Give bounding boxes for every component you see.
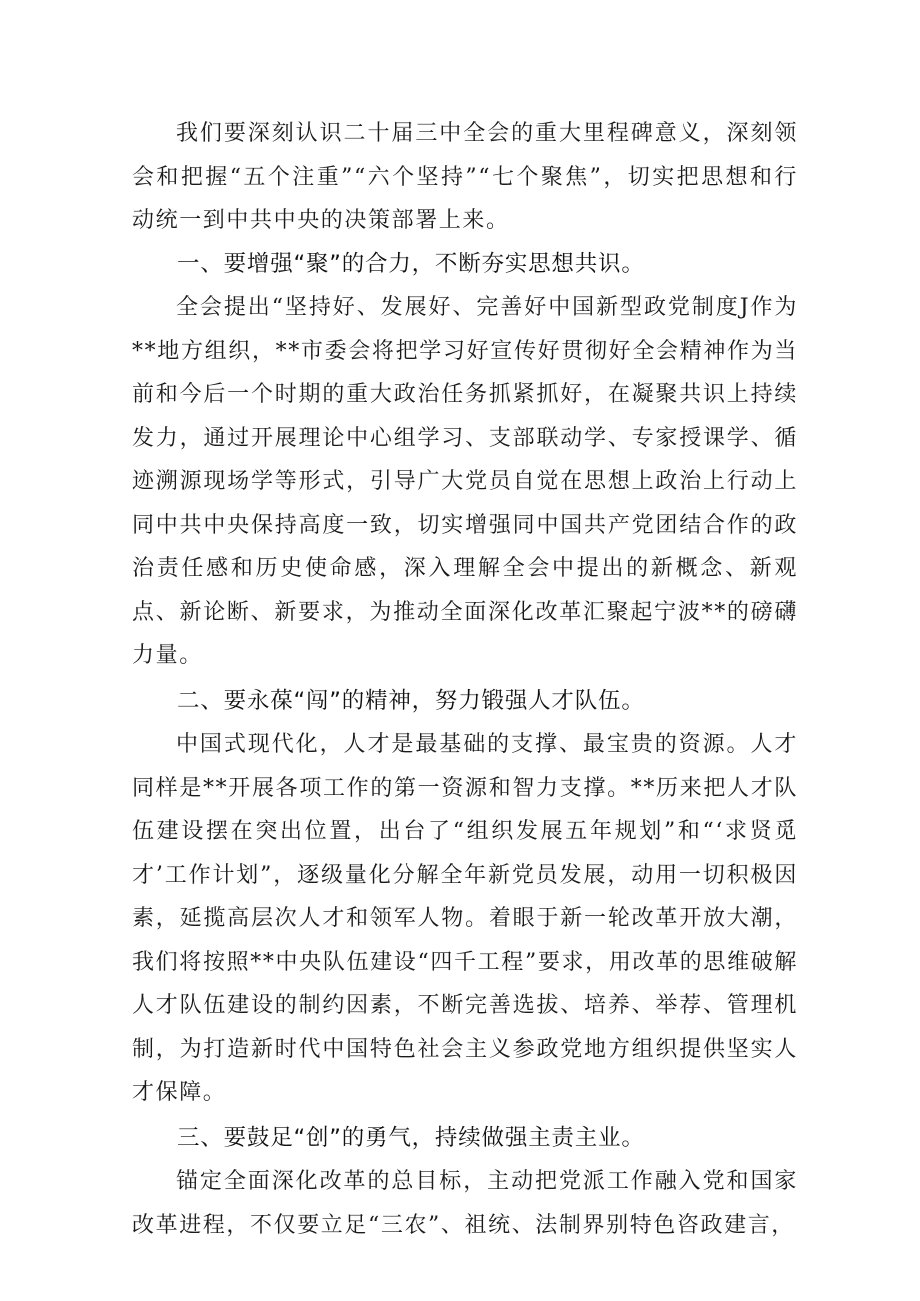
- section-2-paragraph: 中国式现代化，人才是最基础的支撑、最宝贵的资源。人才同样是**开展各项工作的第一资源和智力支撑。**历来把人才队伍建设摆在突出位置，出台了“组织发展五年规划”和“‘求贤觅才’工作计划”，逐级量化分解全年新党员发展，动用一切积极因素，延揽高层次人才和领军人物。着眼于新一轮改革开放大潮，我们将按照**中央队伍建设“四千工程”要求，用改革的思维破解人才队伍建设的制约因素，不断完善选拔、培养、举荐、管理机制，为打造新时代中国特色社会主义参政党地方组织提供坚实人才保障。: [132, 732, 798, 1105]
- document-body: [132, 112, 798, 1247]
- section-3-heading: 三、要鼓足“创”的勇气，持续做强主责主业。: [177, 1124, 645, 1151]
- section-2-heading: 二、要永葆“闯”的精神，努力锻强人才队伍。: [177, 687, 645, 714]
- section-1-paragraph: 全会提出“坚持好、发展好、完善好中国新型政党制度J作为**地方组织，**市委会将把学习好宣传好贯彻好全会精神作为当前和今后一个时期的重大政治任务抓紧抓好，在凝聚共识上持续发力，通过开展理论中心组学习、支部联动学、专家授课学、循迹溯源现场学等形式，引导广大党员自觉在思想上政治上行动上同中共中央保持高度一致，切实增强同中国共产党团结合作的政治责任感和历史使命感，深入理解全会中提出的新概念、新观点、新论断、新要求，为推动全面深化改革汇聚起宁波**的磅礴力量。: [132, 295, 798, 668]
- section-3-paragraph: 锚定全面深化改革的总目标，主动把党派工作融入党和国家改革进程，不仅要立足“三农”、祖统、法制界别特色咨政建言，: [132, 1169, 798, 1238]
- section-1-heading: 一、要增强“聚”的合力，不断夯实思想共识。: [177, 250, 645, 277]
- intro-paragraph: 我们要深刻认识二十届三中全会的重大里程碑意义，深刻领会和把握“五个注重”“六个坚持”“七个聚焦”，切实把思想和行动统一到中共中央的决策部署上来。: [132, 121, 798, 233]
